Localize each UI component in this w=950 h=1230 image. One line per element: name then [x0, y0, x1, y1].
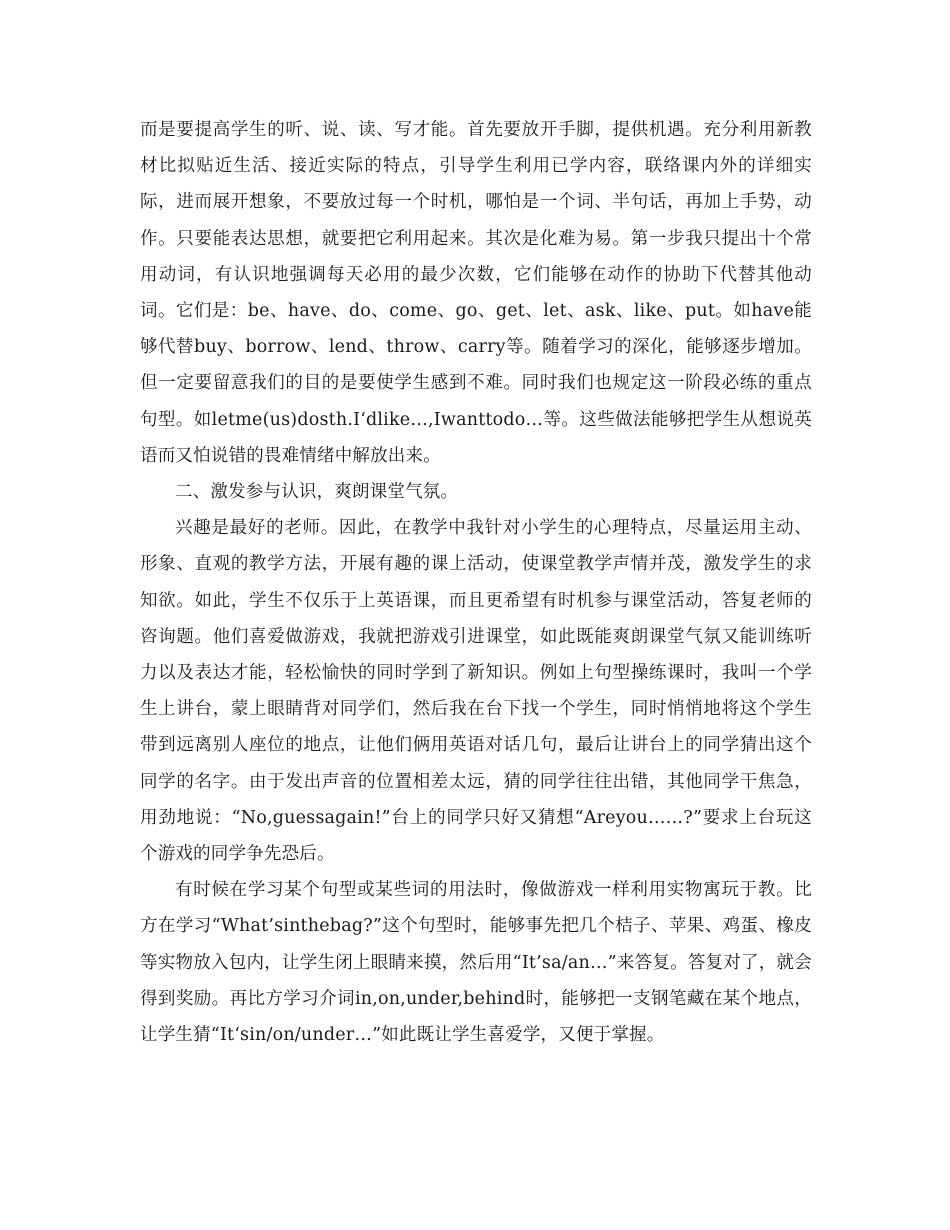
paragraph-1: 而是要提高学生的听、说、读、写才能。首先要放开手脚，提供机遇。充分利用新教材比拟贴近生活、接近实际的特点，引导学生利用已学内容，联络课内外的详细实际，进而展开想象，不要放过每一个时机，哪怕是一个词、半句话，再加上手势，动作。只要能表达思想，就要把它利用起来。其次是化难为易。第一步我只提出十个常用动词，有认识地强调每天必用的最少次数，它们能够在动作的协助下代替其他动词。它们是：be、have、do、come、go、get、let、ask、like、put。如have能够代替buy、borrow、lend、throw、carry等。随着学习的深化，能够逐步增加。但一定要留意我们的目的是要使学生感到不难。同时我们也规定这一阶段必练的重点句型。如letme(us)dosth.I‘dlike…,Iwanttodo…等。这些做法能够把学生从想说英语而又怕说错的畏难情绪中解放出来。	[140, 120, 812, 466]
paragraph-2: 兴趣是最好的老师。因此，在教学中我针对小学生的心理特点，尽量运用主动、形象、直观的教学方法，开展有趣的课上活动，使课堂教学声情并茂，激发学生的求知欲。如此，学生不仅乐于上英语课，而且更希望有时机参与课堂活动，答复老师的咨询题。他们喜爱做游戏，我就把游戏引进课堂，如此既能爽朗课堂气氛又能训练听力以及表达才能，轻松愉快的同时学到了新知识。例如上句型操练课时，我叫一个学生上讲台，蒙上眼睛背对同学们，然后我在台下找一个学生，同时悄悄地将这个学生带到远离别人座位的地点，让他们俩用英语对话几句，最后让讲台上的同学猜出这个同学的名字。由于发出声音的位置相差太远，猜的同学往往出错，其他同学干焦急，用劲地说：“No,guessagain!”台上的同学只好又猜想“Areyou……?”要求上台玩这个游戏的同学争先恐后。	[140, 518, 812, 865]
document-body	[140, 112, 812, 1053]
paragraph-3: 有时候在学习某个句型或某些词的用法时，像做游戏一样利用实物寓玩于教。比方在学习“What’sinthebag?”这个句型时，能够事先把几个桔子、苹果、鸡蛋、橡皮等实物放入包内，让学生闭上眼睛来摸，然后用“It’sa/an…”来答复。答复对了，就会得到奖励。再比方学习介词in,on,under,behind时，能够把一支钢笔藏在某个地点，让学生猜“It‘sin/on/under…”如此既让学生喜爱学，又便于掌握。	[140, 880, 812, 1046]
section-heading: 二、激发参与认识，爽朗课堂气氛。	[175, 482, 459, 503]
